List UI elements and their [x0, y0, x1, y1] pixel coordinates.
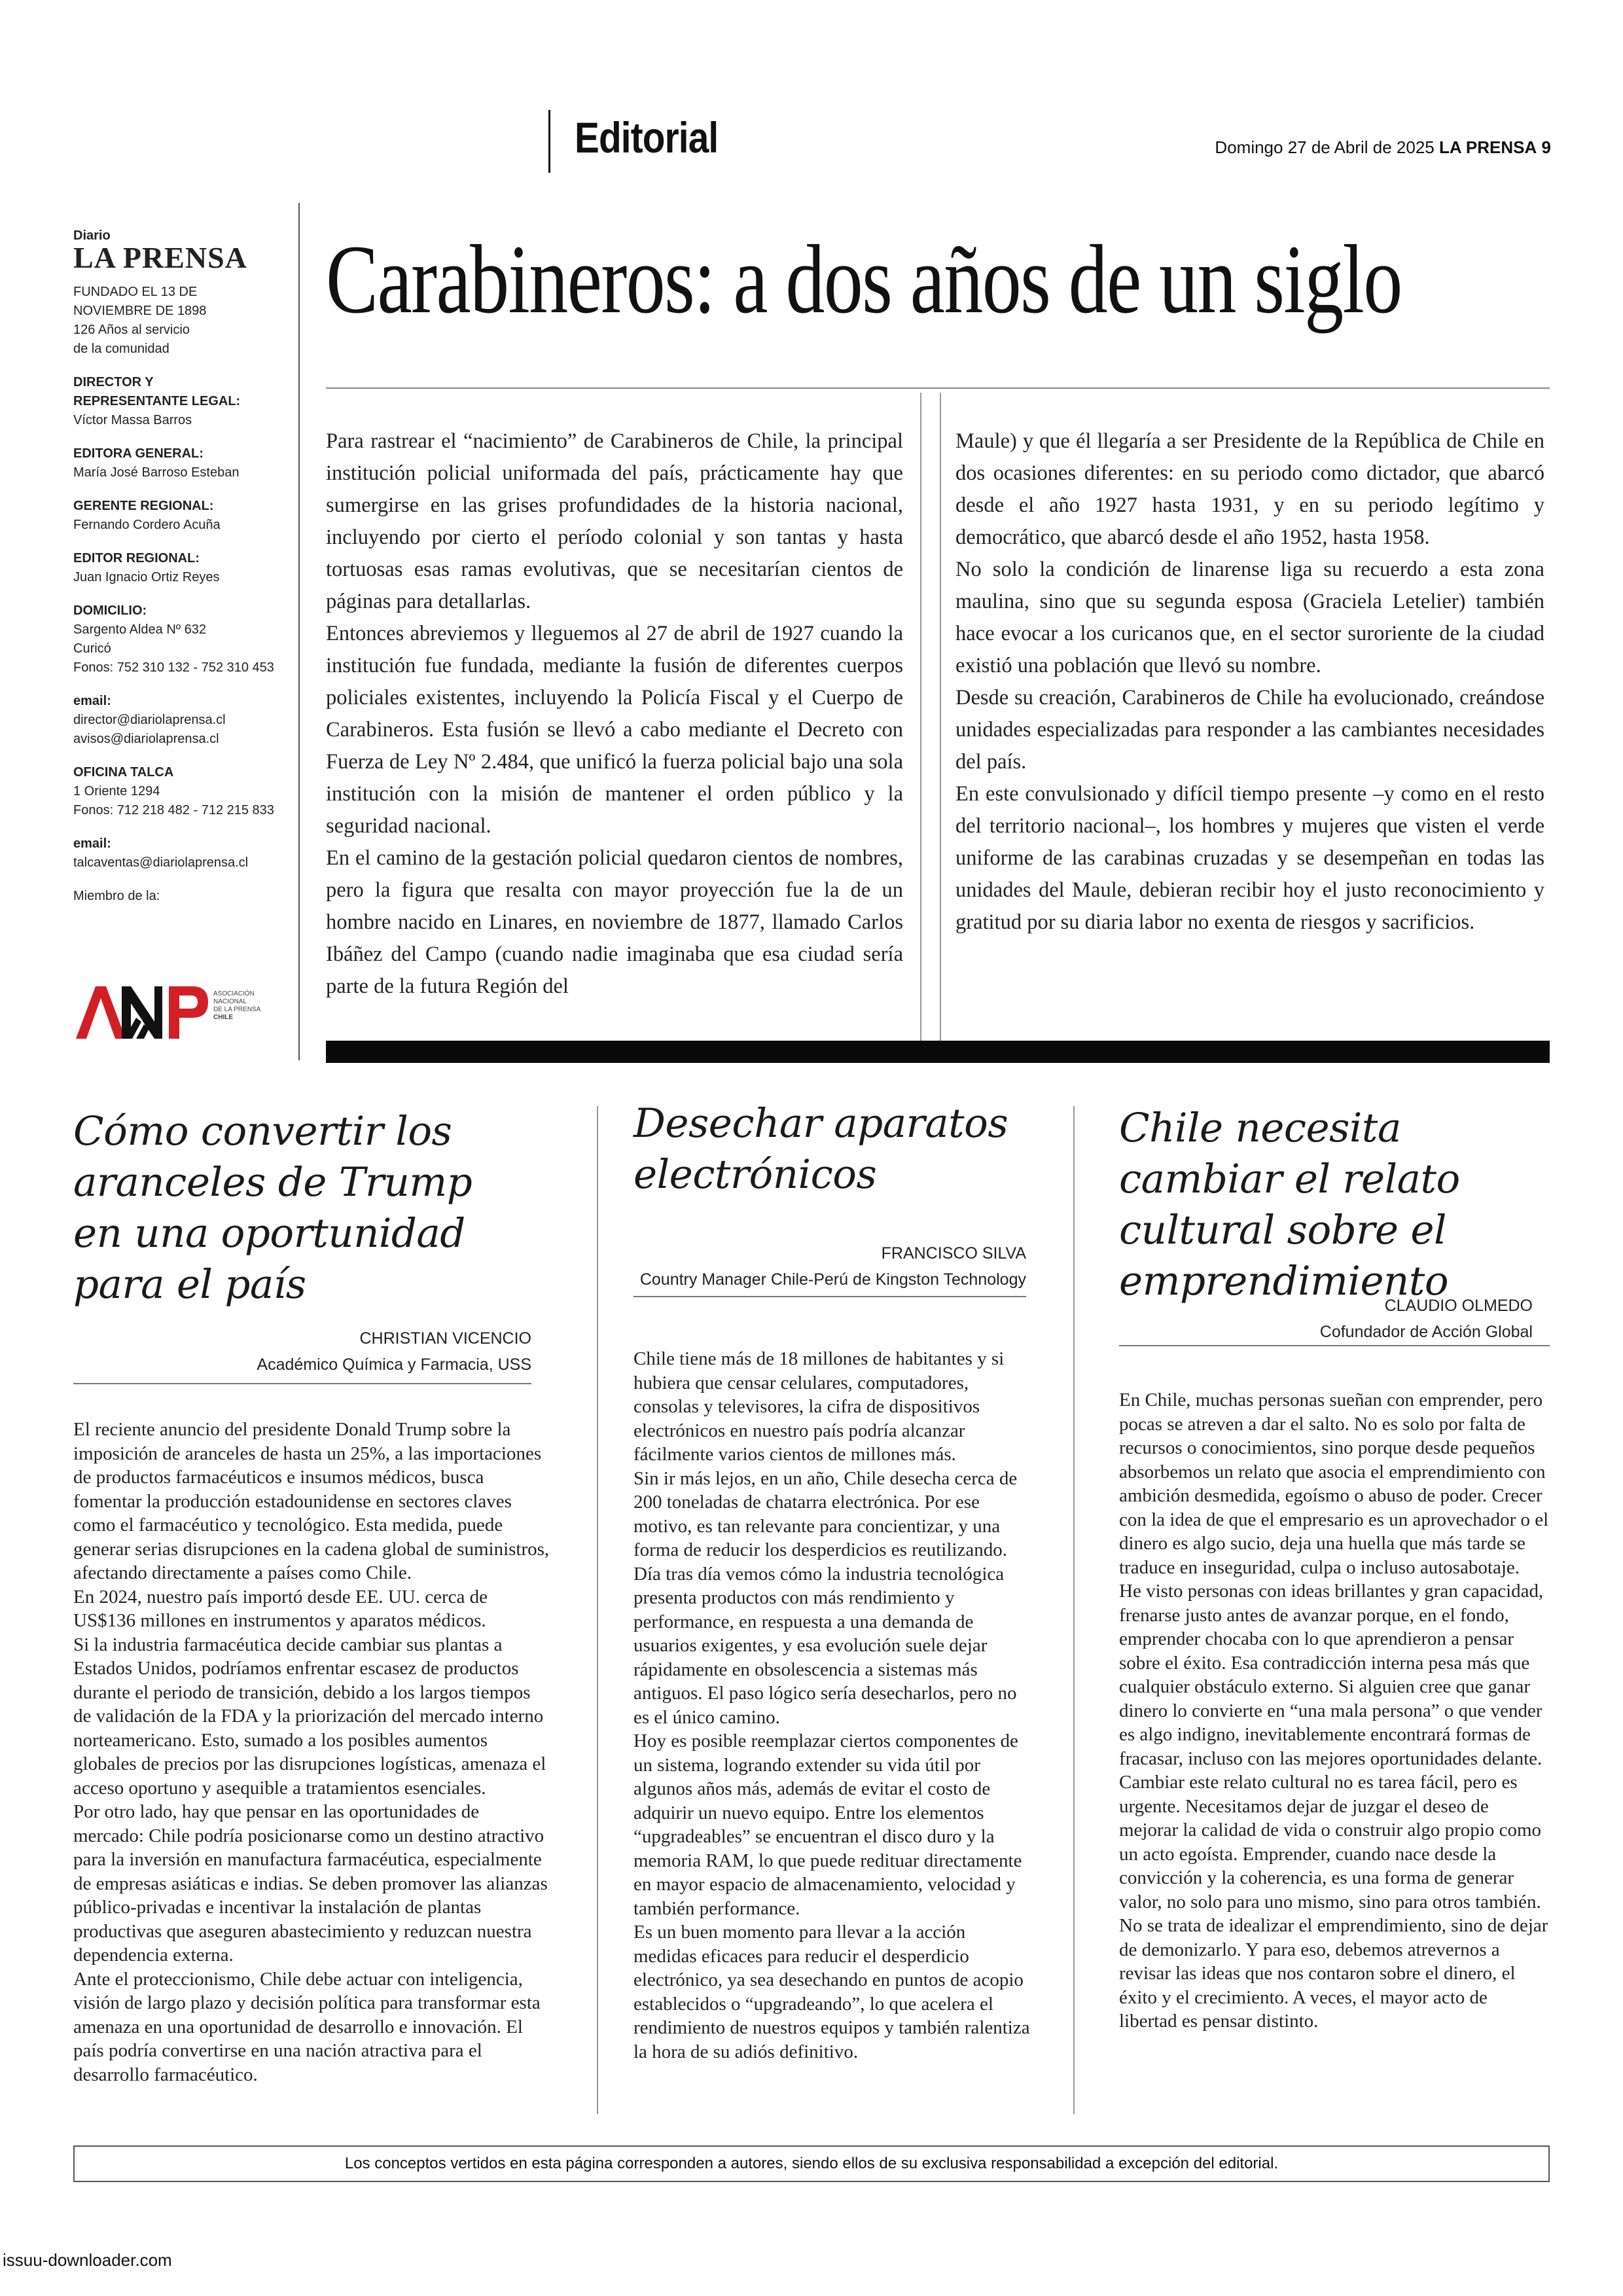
- masthead-role: [73, 601, 283, 677]
- oped-body: [73, 1418, 552, 2087]
- editorial-paragraph: Maule) y que él llegaría a ser Presidente de la República de Chile en dos ocasiones diferentes: en su periodo como dictador, que abarcó desde el año 1927 hasta 1931, y en su periodo legítimo y democrático, que abarcó desde el año 1952, hasta 1958.: [955, 429, 1544, 549]
- masthead-role-value: Fonos: 752 310 132 - 752 310 453: [73, 660, 274, 675]
- masthead-role-label: EDITOR REGIONAL:: [73, 551, 200, 566]
- oped-title: Cómo convertir los aranceles de Trump en una oportunidad para el país: [73, 1108, 473, 1308]
- section-title: Editorial: [575, 113, 719, 162]
- masthead-role: [73, 373, 283, 430]
- editorial-column-1: [326, 425, 903, 1003]
- editorial-paragraph: Entonces abreviemos y lleguemos al 27 de abril de 1927 cuando la institución fue fundada, mediante la fusión de diferentes cuerpos policiales existentes, incluyendo la Policía Fiscal y el Cuerpo de Carabineros. Esta fusión se llevó a cabo mediante el Decreto con Fuerza de Ley Nº 2.484, que unificó la fuerza policial bajo una sola institución con la misión de mantener el orden público y la seguridad nacional.: [326, 622, 903, 838]
- anp-logo-mark: [76, 986, 208, 1039]
- masthead-founded: [73, 283, 283, 359]
- masthead-role-value: Curicó: [73, 641, 111, 656]
- masthead-role-value: 1 Oriente 1294: [73, 784, 160, 799]
- masthead-role-value: talcaventas@diariolaprensa.cl: [73, 855, 249, 870]
- watermark-text: issuu-downloader.com: [3, 2250, 172, 2270]
- member-of-label: Miembro de la:: [73, 889, 160, 904]
- masthead-role-label: DIRECTOR Y: [73, 375, 154, 390]
- anp-caption-line: CHILE: [213, 1014, 233, 1021]
- column-divider: [597, 1106, 598, 2114]
- masthead-role-value: Fernando Cordero Acuña: [73, 518, 221, 533]
- oped-author: CHRISTIAN VICENCIO: [359, 1329, 531, 1348]
- column-divider: [1073, 1106, 1075, 2114]
- anp-caption-line: DE LA PRENSA: [213, 1006, 261, 1013]
- founded-line: de la comunidad: [73, 342, 169, 357]
- oped-body: [633, 1347, 1033, 2064]
- oped-paragraph: Cambiar este relato cultural no es tarea fácil, pero es urgente. Necesitamos dejar de juzgar el deseo de mejorar la calidad de vida o construir algo propio como un acto egoísta. Emprender, cuando nace desde la convicción y la coherencia, es una forma de generar valor, no solo para uno mismo, sino para otros también.: [1119, 1772, 1542, 1912]
- page-number: 9: [1541, 137, 1551, 157]
- masthead-role-value: avisos@diariolaprensa.cl: [73, 732, 219, 747]
- oped-title: Chile necesita cambiar el relato cultural sobre el emprendimiento: [1119, 1105, 1460, 1304]
- oped-paragraph: Por otro lado, hay que pensar en las oportunidades de mercado: Chile podría posicionarse como un destino atractivo para la inversión en manufactura farmacéutica, especialmente de empresas asiáticas e indias. Se deben promover las alianzas público-privadas e incentivar la instalación de plantas productivas que aseguren abastecimiento y reduzcan nuestra dependencia externa.: [73, 1801, 548, 1965]
- oped-author-role: Country Manager Chile-Perú de Kingston Technology: [639, 1270, 1026, 1289]
- masthead-role-value: Juan Ignacio Ortiz Reyes: [73, 570, 220, 585]
- oped-paragraph: Día tras día vemos cómo la industria tecnológica presenta productos con más rendimiento y performance, en respuesta a una demanda de usuarios exigentes, y esa evolución suele dejar rápidamente en obsolescencia a sistemas más antiguos. El paso lógico sería desecharlos, pero no es el único camino.: [633, 1563, 1017, 1728]
- oped-paragraph: Chile tiene más de 18 millones de habitantes y si hubiera que censar celulares, computadores, consolas y televisores, la cifra de dispositivos electrónicos en nuestro país podría alcanzar fácilmente varios cientos de millones más.: [633, 1348, 1005, 1465]
- masthead-roles: [73, 373, 283, 872]
- oped-paragraph: He visto personas con ideas brillantes y gran capacidad, frenarse justo antes de avanzar porque, en el fondo, emprender chocaba con lo que aprendieron a pensar sobre el éxito. Esa contradicción interna pesa más que cualquier obstáculo externo. Si alguien cree que ganar dinero lo convierte en “una mala persona” o que vender es algo indigno, inevitablemente encontrará formas de fracasar, incluso con las mejores oportunidades delante.: [1119, 1581, 1544, 1769]
- anp-caption-line: ASOCIACIÓN: [213, 990, 255, 997]
- founded-line: NOVIEMBRE DE 1898: [73, 304, 207, 319]
- oped-paragraph: No se trata de idealizar el emprendimiento, sino de dejar de demonizarlo. Y para eso, debemos atrevernos a revisar las ideas que nos contaron sobre el dinero, el éxito y el crecimiento. A veces, el mayor acto de libertad es pensar distinto.: [1119, 1915, 1548, 2032]
- oped-author-role: Cofundador de Acción Global: [1319, 1323, 1533, 1341]
- oped-paragraph: Es un buen momento para llevar a la acción medidas eficaces para reducir el desperdicio electrónico, ya sea desechando en puntos de acopio establecidos o “upgradeando”, lo que acelera el rendimiento de nuestros equipos y también ralentiza la hora de su adiós definitivo.: [633, 1922, 1030, 2062]
- editorial-headline: Carabineros: a dos años de un siglo: [326, 225, 1402, 334]
- page-dateline: [1215, 137, 1551, 158]
- oped-paragraph: Si la industria farmacéutica decide cambiar sus plantas a Estados Unidos, podríamos enfrentar escasez de productos durante el periodo de transición, debido a los largos tiempos de validación de la FDA y la priorización del mercado interno norteamericano. Esto, sumado a los posibles aumentos globales de precios por las disrupciones logísticas, amenaza el acceso oportuno y asequible a tratamientos esenciales.: [73, 1634, 546, 1799]
- editorial-paragraph: Desde su creación, Carabineros de Chile ha evolucionado, creándose unidades especializadas para responder a las cambiantes necesidades del país.: [955, 686, 1544, 774]
- section-separator-bar: [326, 1041, 1550, 1063]
- oped-author: FRANCISCO SILVA: [881, 1244, 1026, 1263]
- oped-paragraph: Ante el proteccionismo, Chile debe actuar con inteligencia, visión de largo plazo y decisión política para transformar esta amenaza en una oportunidad de desarrollo e innovación. El país podría convertirse en una nación atractiva para el desarrollo farmacéutico.: [73, 1968, 541, 2085]
- masthead-role-label: EDITORA GENERAL:: [73, 446, 204, 461]
- anp-logo: [73, 978, 276, 1044]
- masthead-role-label: REPRESENTANTE LEGAL:: [73, 394, 241, 409]
- oped-body: [1119, 1388, 1550, 2034]
- anp-caption-line: NACIONAL: [213, 998, 247, 1005]
- founded-line: 126 Años al servicio: [73, 323, 190, 338]
- masthead-role-label: email:: [73, 836, 111, 852]
- oped-byline: [1119, 1293, 1533, 1345]
- byline-divider: [1119, 1345, 1550, 1346]
- masthead-role: [73, 692, 283, 749]
- headline-divider: [326, 387, 1550, 389]
- paper-name-header: LA PRENSA: [1439, 137, 1537, 157]
- masthead-role: [73, 497, 283, 535]
- byline-divider: [633, 1296, 1026, 1297]
- masthead: [73, 229, 283, 906]
- oped-byline: [73, 1325, 531, 1378]
- oped-author-role: Académico Química y Farmacia, USS: [257, 1355, 531, 1374]
- masthead-role-label: DOMICILIO:: [73, 603, 147, 619]
- masthead-role-value: Sargento Aldea Nº 632: [73, 622, 207, 637]
- masthead-divider: [298, 203, 300, 1060]
- masthead-role-value: director@diariolaprensa.cl: [73, 713, 226, 728]
- masthead-role: [73, 834, 283, 872]
- header-divider: [548, 110, 550, 173]
- masthead-role: [73, 549, 283, 587]
- issue-date: Domingo 27 de Abril de 2025: [1215, 137, 1435, 157]
- editorial-paragraph: En el camino de la gestación policial quedaron cientos de nombres, pero la figura que resalta con mayor proyección fue la de un hombre nacido en Linares, en noviembre de 1877, llamado Carlos Ibáñez del Campo (cuando nadie imaginaba que esa ciudad sería parte de la futura Región del: [326, 846, 903, 998]
- masthead-role-label: OFICINA TALCA: [73, 765, 174, 780]
- founded-line: FUNDADO EL 13 DE: [73, 285, 198, 300]
- byline-divider: [73, 1383, 531, 1384]
- masthead-role-label: email:: [73, 694, 111, 709]
- column-divider: [940, 393, 941, 1044]
- masthead-role: [73, 444, 283, 482]
- oped-paragraph: Sin ir más lejos, en un año, Chile desecha cerca de 200 toneladas de chatarra electrónica. Por ese motivo, es tan relevante para concientizar, y una forma de reducir los desperdicios es reutilizando.: [633, 1467, 1018, 1560]
- masthead-role-value: Víctor Massa Barros: [73, 413, 192, 428]
- masthead-role-label: GERENTE REGIONAL:: [73, 499, 214, 514]
- oped-paragraph: El reciente anuncio del presidente Donald Trump sobre la imposición de aranceles de hasta un 25%, a las importaciones de productos farmacéuticos e insumos médicos, busca fomentar la producción estadounidense en sectores claves como el farmacéutico y tecnológico. Esta medida, puede generar serias disrupciones en la cadena global de suministros, afectando directamente a países como Chile.: [73, 1419, 550, 1583]
- editorial-paragraph: En este convulsionado y difícil tiempo presente –y como en el resto del territorio nacional–, los hombres y mujeres que visten el verde uniforme de las carabinas cruzadas y se desempeñan en todas las unidades del Maule, debieran recibir hoy el justo reconocimiento y gratitud por su diaria labor no exenta de riesgos y sacrificios.: [955, 782, 1544, 934]
- masthead-role-value: Fonos: 712 218 482 - 712 215 833: [73, 803, 274, 818]
- oped-author: CLAUDIO OLMEDO: [1384, 1297, 1533, 1315]
- masthead-paper-name: LA PRENSA: [73, 241, 247, 274]
- oped-byline: [633, 1240, 1026, 1293]
- editorial-column-2: [955, 425, 1544, 939]
- oped-paragraph: Hoy es posible reemplazar ciertos componentes de un sistema, logrando extender su vida útil por algunos años más, además de evitar el costo de adquirir un nuevo equipo. Entre los elementos “upgradeables” se encuentran el disco duro y la memoria RAM, lo que puede redituar directamente en mayor espacio de almacenamiento, velocidad y también performance.: [633, 1731, 1022, 1919]
- editorial-paragraph: Para rastrear el “nacimiento” de Carabineros de Chile, la principal institución policial uniformada del país, prácticamente hay que sumergirse en las grises profundidades de la historia nacional, incluyendo por cierto el período colonial y son tantas y hasta tortuosas esas ramas evolutivas, que se necesitarían cientos de páginas para detallarlas.: [326, 429, 903, 613]
- masthead-diario: Diario: [73, 228, 111, 243]
- oped-paragraph: En 2024, nuestro país importó desde EE. UU. cerca de US$136 millones en instrumentos y aparatos médicos.: [73, 1586, 488, 1631]
- disclaimer-box: Los conceptos vertidos en esta página corresponden a autores, siendo ellos de su exclusiva responsabilidad a excepción del editorial.: [73, 2145, 1550, 2182]
- masthead-role-value: María José Barroso Esteban: [73, 465, 240, 480]
- oped-title: Desechar aparatos electrónicos: [633, 1100, 1008, 1198]
- masthead-role: [73, 763, 283, 820]
- oped-paragraph: En Chile, muchas personas sueñan con emprender, pero pocas se atreven a dar el salto. No es solo por falta de recursos o conocimientos, sino porque desde pequeños absorbemos un relato que asocia el emprendimiento con ambición desmedida, egoísmo o abuso de poder. Crecer con la idea de que el empresario es un aprovechador o el dinero es algo sucio, deja una huella que más tarde se traduce en inseguridad, culpa o incluso autosabotaje.: [1119, 1390, 1549, 1578]
- editorial-paragraph: No solo la condición de linarense liga su recuerdo a esta zona maulina, sino que su segunda esposa (Graciela Letelier) también hace evocar a los curicanos que, en el sector suroriente de la ciudad existió una población que llevó su nombre.: [955, 558, 1544, 677]
- column-divider: [920, 393, 921, 1044]
